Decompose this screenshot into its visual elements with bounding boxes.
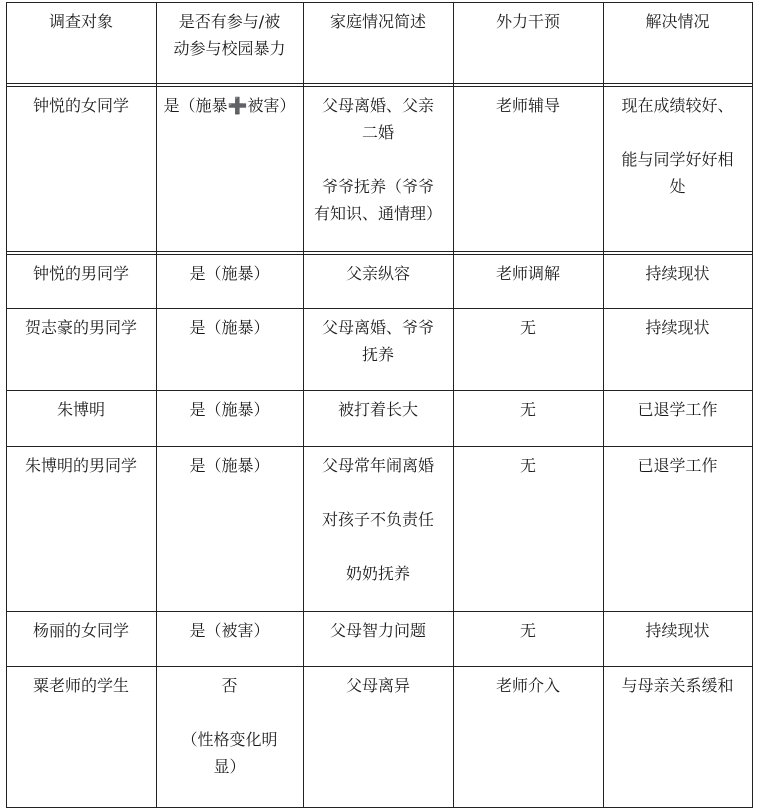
table-cell xyxy=(453,390,603,446)
cell-text-line: 是（被害） xyxy=(189,621,270,640)
table-cell xyxy=(156,666,303,807)
cell-text-line: 已退学工作 xyxy=(637,456,718,475)
cell-text-line: 是（施暴） xyxy=(189,456,270,475)
table-cell xyxy=(303,611,453,666)
table-header-cell xyxy=(6,2,156,83)
table-cell xyxy=(603,308,752,390)
table-header-cell xyxy=(303,2,453,83)
cell-text-line: 持续现状 xyxy=(645,318,710,337)
cell-text-line: 外力干预 xyxy=(495,12,560,31)
table-cell xyxy=(603,390,752,446)
table-cell xyxy=(6,308,156,390)
table-cell xyxy=(156,611,303,666)
table-cell xyxy=(156,86,303,251)
cell-text-line: 是（施暴） xyxy=(189,264,270,283)
table-cell xyxy=(603,611,752,666)
table-cell xyxy=(156,390,303,446)
cell-spacer xyxy=(160,699,299,726)
cell-text-line: 老师辅导 xyxy=(495,96,560,115)
table-cell xyxy=(303,86,453,251)
cell-text-line: 老师介入 xyxy=(495,676,560,695)
table-header-cell xyxy=(453,2,603,83)
cell-spacer xyxy=(307,479,449,506)
cell-text-line: 处 xyxy=(669,177,686,196)
table-column-divider xyxy=(752,2,753,808)
table-cell xyxy=(303,446,453,611)
cell-text-line: 无 xyxy=(519,318,536,337)
cell-text-line: 否 xyxy=(221,676,238,695)
cell-spacer xyxy=(307,533,449,560)
survey-table xyxy=(6,2,752,808)
table-header-cell xyxy=(603,2,752,83)
table-cell xyxy=(6,86,156,251)
cell-text-line: 杨丽的女同学 xyxy=(32,621,129,640)
table-row-divider xyxy=(6,83,752,84)
cell-text-line: 调查对象 xyxy=(48,12,113,31)
cell-text-line: 无 xyxy=(519,456,536,475)
table-cell xyxy=(6,254,156,308)
table-cell xyxy=(156,446,303,611)
table-cell xyxy=(453,86,603,251)
cell-text-line: 被打着长大 xyxy=(337,400,418,419)
cell-text-line: 动参与校园暴力 xyxy=(173,39,286,58)
cell-text-line: 持续现状 xyxy=(645,264,710,283)
table-cell xyxy=(6,390,156,446)
table-cell xyxy=(6,446,156,611)
table-cell xyxy=(303,308,453,390)
table-cell xyxy=(303,254,453,308)
cell-text-line: 钟悦的男同学 xyxy=(32,264,129,283)
cell-text-line: 家庭情况简述 xyxy=(329,12,426,31)
cell-text-line: 持续现状 xyxy=(645,621,710,640)
table-row-divider xyxy=(6,807,752,808)
cell-text-line: 父亲纵容 xyxy=(345,264,410,283)
table-cell xyxy=(303,390,453,446)
table-row-divider xyxy=(6,251,752,252)
cell-text-line: 父母离异 xyxy=(345,676,410,695)
cell-text-line: 能与同学好好相 xyxy=(621,150,734,169)
cell-text-line: 对孩子不负责任 xyxy=(321,510,434,529)
cell-text-line: 钟悦的女同学 xyxy=(32,96,129,115)
cell-text-line: 解决情况 xyxy=(645,12,710,31)
cell-text-line: 抚养 xyxy=(361,345,394,364)
cell-spacer xyxy=(607,119,748,146)
table-cell xyxy=(453,446,603,611)
table-cell xyxy=(453,666,603,807)
cell-text-line: 是否有参与/被 xyxy=(178,12,281,31)
cell-text-line: （性格变化明 xyxy=(181,730,278,749)
cell-text-line: 显） xyxy=(213,757,246,776)
cell-text-line: 有知识、通情理） xyxy=(313,204,442,223)
table-cell xyxy=(303,666,453,807)
cell-text-line: 父母离婚、父亲 xyxy=(321,96,434,115)
cell-text-line: 朱博明的男同学 xyxy=(24,456,137,475)
table-cell xyxy=(6,666,156,807)
cell-text-line: 奶奶抚养 xyxy=(345,564,410,583)
table-cell xyxy=(603,254,752,308)
table-cell xyxy=(156,308,303,390)
table-cell xyxy=(156,254,303,308)
table-cell xyxy=(453,254,603,308)
cell-text-line: 是（施暴） xyxy=(189,318,270,337)
cell-text-line: 父母常年闹离婚 xyxy=(321,456,434,475)
table-header-cell xyxy=(156,2,303,83)
cell-text-line: 父母智力问题 xyxy=(329,621,426,640)
cell-text-line: 父母离婚、爷爷 xyxy=(321,318,434,337)
cell-text-line: 粟老师的学生 xyxy=(32,676,129,695)
cell-text-line: 是（施暴） xyxy=(189,400,270,419)
cell-text-line: 朱博明 xyxy=(56,400,105,419)
cell-text-line: 无 xyxy=(519,400,536,419)
table-cell xyxy=(603,446,752,611)
cell-text-line: 与母亲关系缓和 xyxy=(621,676,734,695)
cell-text-line: 爷爷抚养（爷爷 xyxy=(321,177,434,196)
table-cell xyxy=(603,666,752,807)
cell-spacer xyxy=(307,146,449,173)
cell-text-line: 已退学工作 xyxy=(637,400,718,419)
table-cell xyxy=(6,611,156,666)
cell-text-line: 无 xyxy=(519,621,536,640)
table-cell xyxy=(453,611,603,666)
table-cell xyxy=(603,86,752,251)
cell-text-line: 是（施暴➕被害） xyxy=(163,96,296,115)
cell-text-line: 二婚 xyxy=(361,123,394,142)
cell-text-line: 现在成绩较好、 xyxy=(621,96,734,115)
cell-text-line: 老师调解 xyxy=(495,264,560,283)
cell-text-line: 贺志豪的男同学 xyxy=(24,318,137,337)
table-cell xyxy=(453,308,603,390)
